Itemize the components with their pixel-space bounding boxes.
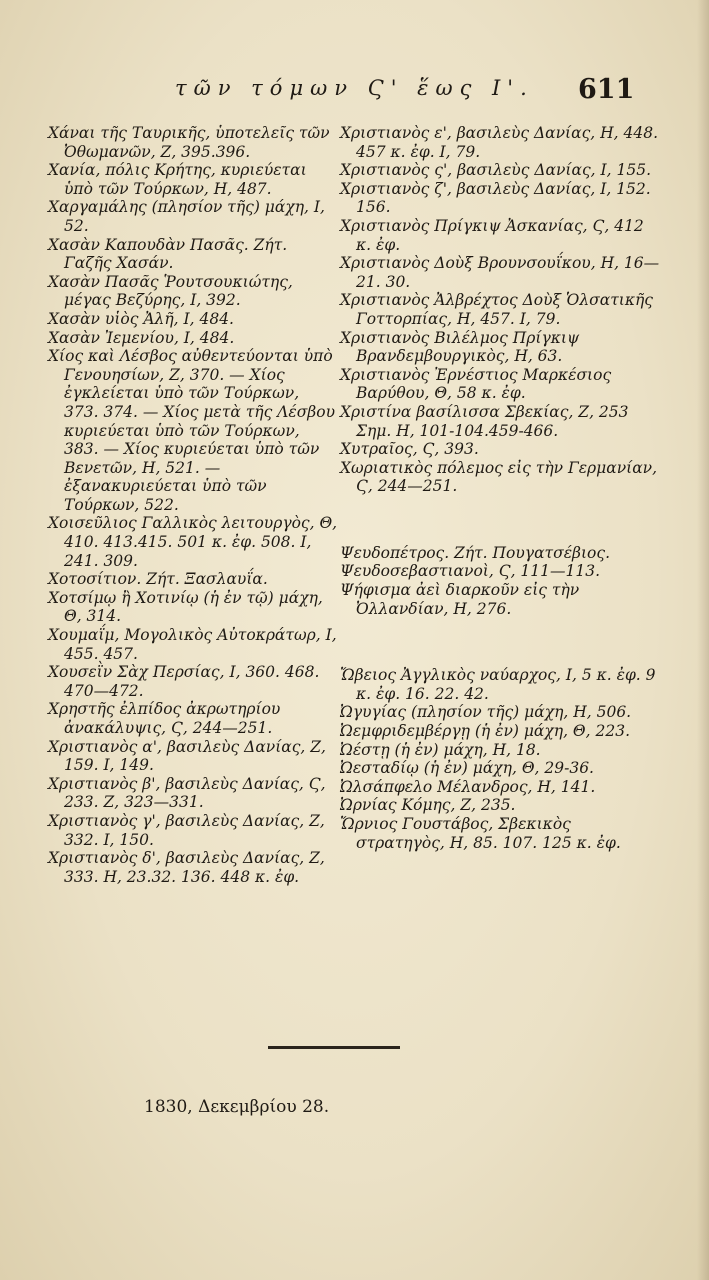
- index-entry: Χάναι τῆς Ταυρικῆς, ὑποτελεῖς τῶν Ὀθωμανῶν, Ζ, 395.396.: [48, 124, 330, 161]
- index-entry: Χριστίνα βασίλισσα Σβεκίας, Ζ, 253 Σημ. Η, 101-104.459-466.: [340, 402, 629, 440]
- index-entry: Χοισεῦλιος Γαλλικὸς λειτουργὸς, Θ, 410. 413.415. 501 κ. ἐφ. 508. Ι, 241. 309.: [48, 514, 338, 570]
- index-entry: Χριστιανὸς γ', βασιλεὺς Δανίας, Ζ, 332. Ι, 150.: [48, 811, 325, 849]
- end-rule: [268, 1046, 400, 1049]
- page-number: 611: [578, 74, 635, 105]
- index-entry: Χριστιανὸς ς', βασιλεὺς Δανίας, Ι, 155.: [340, 161, 651, 180]
- index-entry: Χυτραῖος, Ϛ, 393.: [340, 440, 479, 459]
- index-entry: Ψευδοσεβαστιανοὶ, Ϛ, 111—113.: [340, 562, 601, 581]
- index-entry: Ὠλσάπφελο Μέλανδρος, Η, 141.: [340, 777, 596, 796]
- index-entry: Χριστιανὸς ζ', βασιλεὺς Δανίας, Ι, 152. 156.: [340, 179, 651, 217]
- index-entry: Ὠέστῃ (ἡ ἐν) μάχη, Η, 18.: [340, 740, 541, 759]
- index-entry: Ψήφισμα ἀεὶ διαρκοῦν εἰς τὴν Ὀλλανδίαν, Η, 276.: [340, 581, 580, 618]
- index-entry: Χοτοσίτιον. Ζήτ. Ξασλαυΐα.: [48, 570, 268, 589]
- index-entry: Χριστιανὸς Βιλέλμος Πρίγκιψ Βρανδεμβουργικὸς, Η, 63.: [340, 328, 580, 366]
- index-entry: Ὠρνίας Κόμης, Ζ, 235.: [340, 796, 516, 815]
- index-entry: Χριστιανὸς δ', βασιλεὺς Δανίας, Ζ, 333. Η, 23.32. 136. 448 κ. ἐφ.: [48, 849, 325, 886]
- page-header: [0, 74, 709, 110]
- index-entry: Χρηστῆς ἐλπίδος ἀκρωτηρίου ἀνακάλυψις, Ϛ, 244—251.: [48, 700, 281, 737]
- index-entry: Χωριατικὸς πόλεμος εἰς τὴν Γερμανίαν, Ϛ, 244—251.: [340, 458, 658, 496]
- index-entry: Χουμαΐμ, Μογολικὸς Αὐτοκράτωρ, Ι, 455. 457.: [48, 626, 337, 663]
- index-entry: Ὠγυγίας (πλησίον τῆς) μάχη, Η, 506.: [340, 703, 632, 722]
- index-entry: Χασὰν Πασᾶς Ῥουτσουκιώτης, μέγας Βεζύρης, Ι, 392.: [48, 272, 293, 310]
- index-entry: Χριστιανὸς Πρίγκιψ Ἀσκανίας, Ϛ, 412 κ. ἐφ.: [340, 216, 644, 254]
- index-entry: Χριστιανὸς ε', βασιλεὺς Δανίας, Η, 448. 457 κ. ἐφ. Ι, 79.: [340, 124, 659, 161]
- page-edge-shadow: [697, 0, 709, 1280]
- index-entry: Χριστιανὸς Ἐρνέστιος Μαρκέσιος Βαρύθου, Θ, 58 κ. ἐφ.: [340, 365, 612, 403]
- index-entry: Χριστιανὸς α', βασιλεὺς Δανίας, Ζ, 159. Ι, 149.: [48, 737, 326, 775]
- index-entry: Χαργαμάλης (πλησίον τῆς) μάχη, Ι, 52.: [48, 198, 325, 235]
- index-entry: Ὠεμφριδεμβέργῃ (ἡ ἐν) μάχη, Θ, 223.: [340, 722, 630, 741]
- index-entry: Ὤρνιος Γουστάβος, Σβεκικὸς στρατηγὸς, Η, 85. 107. 125 κ. ἐφ.: [340, 815, 621, 852]
- index-entry: Ὠεσταδίῳ (ἡ ἐν) μάχη, Θ, 29-36.: [340, 759, 594, 778]
- index-entry: Χασὰν Ἰεμενίου, Ι, 484.: [48, 328, 235, 347]
- index-entry: Χριστιανὸς β', βασιλεὺς Δανίας, Ϛ, 233. Ζ, 323—331.: [48, 774, 326, 812]
- running-head: τῶν τόμων Ϛ' ἕως Ι'.: [175, 76, 534, 100]
- index-column-right: [340, 124, 660, 852]
- index-entry: Ὤβειος Ἀγγλικὸς ναύαρχος, Ι, 5 κ. ἐφ. 9 κ. ἐφ. 16. 22. 42.: [340, 666, 656, 703]
- index-entry: Χριστιανὸς Δοὺξ Βρουνσουΐκου, Η, 16—21. 30.: [340, 254, 660, 291]
- section-gap: [340, 618, 660, 666]
- index-entry: Χασὰν υἱὸς Ἀλῆ, Ι, 484.: [48, 309, 234, 328]
- index-entry: Χοτσίμῳ ἢ Χοτινίῳ (ἡ ἐν τῷ) μάχη, Θ, 314.: [48, 588, 323, 626]
- index-entry: Χριστιανὸς Ἀλβρέχτος Δοὺξ Ὁλσατικῆς Γοττορπίας, Η, 457. Ι, 79.: [340, 291, 653, 328]
- section-gap: [340, 496, 660, 544]
- index-entry: Χουσεῒν Σὰχ Περσίας, Ι, 360. 468. 470—472.: [48, 663, 320, 700]
- index-column-left: [48, 124, 338, 886]
- index-entry: Ψευδοπέτρος. Ζήτ. Πουγατσέβιος.: [340, 543, 610, 562]
- index-entry: Χασὰν Καπουδὰν Πασᾶς. Ζήτ. Γαζῆς Χασάν.: [48, 235, 288, 273]
- index-entry: Χίος καὶ Λέσβος αὐθεντεύονται ὑπὸ Γενουησίων, Ζ, 370. — Χίος ἐγκλείεται ὑπὸ τῶν Τούρκων, 373. 374. — Χίος μετὰ τῆς Λέσβου κυριεύεται ὑπὸ τῶν Τούρκων, 383. — Χίος κυριεύεται ὑπὸ τῶν Βενετῶν, Η, 521. — ἐξανακυριεύεται ὑπὸ τῶν Τούρκων, 522.: [48, 347, 335, 514]
- colophon-date: 1830, Δεκεμβρίου 28.: [144, 1097, 330, 1117]
- index-entry: Χανία, πόλις Κρήτης, κυριεύεται ὑπὸ τῶν Τούρκων, Η, 487.: [48, 161, 307, 198]
